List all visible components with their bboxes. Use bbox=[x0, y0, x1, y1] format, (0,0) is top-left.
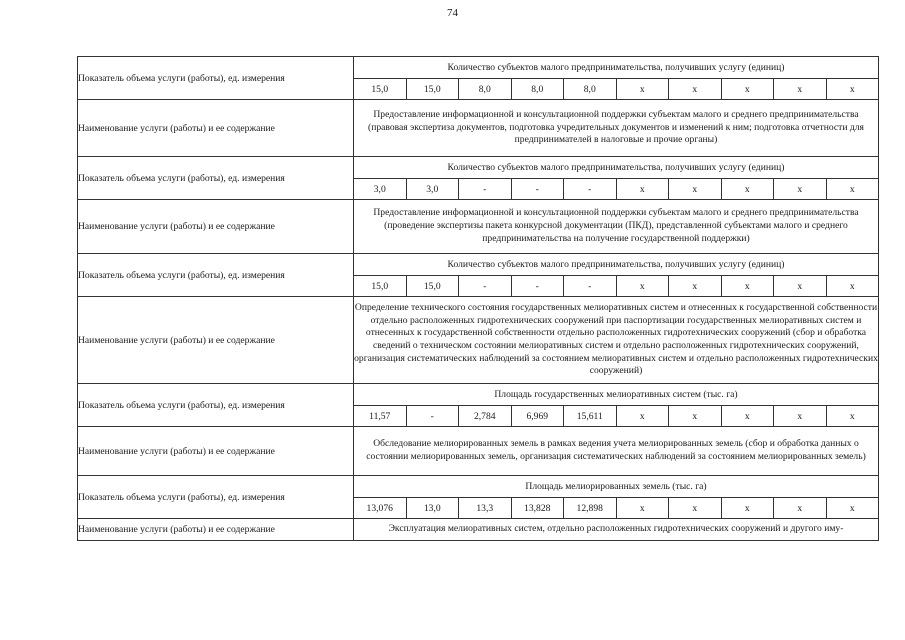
value-cell: 15,0 bbox=[354, 276, 407, 297]
value-cell: 13,076 bbox=[354, 498, 407, 519]
value-cell: х bbox=[774, 276, 827, 297]
value-cell: х bbox=[616, 276, 669, 297]
value-cell: х bbox=[616, 179, 669, 200]
service-description: Предоставление информационной и консультационной поддержки субъектам малого и среднего предпринимательства (правовая экспертиза документов, подготовка учредительных документов и изменений к ним; подготовка отчетности для предпринимателей в налоговые и прочие органы) bbox=[354, 100, 879, 157]
value-cell: х bbox=[721, 498, 774, 519]
value-cell: - bbox=[511, 276, 564, 297]
value-cell: х bbox=[616, 406, 669, 427]
indicator-title: Количество субъектов малого предпринимательства, получивших услугу (единиц) bbox=[354, 254, 879, 276]
value-cell: х bbox=[669, 79, 722, 100]
table-body bbox=[78, 57, 879, 541]
value-cell: 15,611 bbox=[564, 406, 617, 427]
value-cell: 3,0 bbox=[354, 179, 407, 200]
value-cell: 6,969 bbox=[511, 406, 564, 427]
value-cell: х bbox=[774, 179, 827, 200]
indicator-title-row bbox=[78, 57, 879, 79]
value-cell: 8,0 bbox=[459, 79, 512, 100]
service-label: Наименование услуги (работы) и ее содержание bbox=[78, 200, 354, 254]
value-cell: х bbox=[669, 406, 722, 427]
service-label: Наименование услуги (работы) и ее содержание bbox=[78, 519, 354, 541]
value-cell: - bbox=[459, 179, 512, 200]
indicator-label: Показатель объема услуги (работы), ед. измерения bbox=[78, 57, 354, 100]
value-cell: 15,0 bbox=[406, 276, 459, 297]
value-cell: х bbox=[774, 79, 827, 100]
service-description: Обследование мелиорированных земель в рамках ведения учета мелиорированных земель (сбор и обработка данных о состоянии мелиорированных земель, организация систематических наблюдений за состоянием мелиорированных земель) bbox=[354, 427, 879, 476]
service-row bbox=[78, 100, 879, 157]
value-cell: х bbox=[826, 406, 879, 427]
service-description: Предоставление информационной и консультационной поддержки субъектам малого и среднего предпринимательства (проведение экспертизы пакета конкурсной документации (ПКД), представленной субъектами малого и среднего предпринимательства на получение государственной поддержки) bbox=[354, 200, 879, 254]
value-cell: 15,0 bbox=[354, 79, 407, 100]
indicator-label: Показатель объема услуги (работы), ед. измерения bbox=[78, 254, 354, 297]
value-cell: 12,898 bbox=[564, 498, 617, 519]
indicator-label: Показатель объема услуги (работы), ед. измерения bbox=[78, 476, 354, 519]
service-description: Эксплуатация мелиоративных систем, отдельно расположенных гидротехнических сооружений и другого иму- bbox=[354, 519, 879, 541]
indicator-title: Количество субъектов малого предпринимательства, получивших услугу (единиц) bbox=[354, 157, 879, 179]
indicator-label: Показатель объема услуги (работы), ед. измерения bbox=[78, 157, 354, 200]
value-cell: х bbox=[669, 179, 722, 200]
value-cell: х bbox=[669, 498, 722, 519]
service-row bbox=[78, 297, 879, 384]
indicator-title-row bbox=[78, 384, 879, 406]
services-table bbox=[77, 56, 879, 541]
value-cell: - bbox=[406, 406, 459, 427]
value-cell: х bbox=[826, 179, 879, 200]
service-row bbox=[78, 200, 879, 254]
value-cell: - bbox=[564, 276, 617, 297]
indicator-title-row bbox=[78, 476, 879, 498]
value-cell: 2,784 bbox=[459, 406, 512, 427]
value-cell: х bbox=[721, 276, 774, 297]
service-label: Наименование услуги (работы) и ее содержание bbox=[78, 100, 354, 157]
value-cell: 13,828 bbox=[511, 498, 564, 519]
value-cell: х bbox=[826, 276, 879, 297]
indicator-title: Количество субъектов малого предпринимательства, получивших услугу (единиц) bbox=[354, 57, 879, 79]
value-cell: х bbox=[616, 498, 669, 519]
value-cell: 8,0 bbox=[511, 79, 564, 100]
page-number: 74 bbox=[447, 7, 458, 19]
value-cell: х bbox=[774, 498, 827, 519]
value-cell: 8,0 bbox=[564, 79, 617, 100]
value-cell: х bbox=[774, 406, 827, 427]
value-cell: х bbox=[616, 79, 669, 100]
service-description: Определение технического состояния государственных мелиоративных систем и отнесенных к государственной собственности отдельно расположенных гидротехнических сооружений при паспортизации государственных мелиоративных систем и отнесенных к государственной собственности отдельно расположенных гидротехнических сооружений (сбор и обработка сведений о техническом состоянии мелиоративных систем и отдельно расположенных гидротехнических сооружений, организация систематических наблюдений за состоянием мелиоративных систем и отдельно расположенных гидротехнических сооружений) bbox=[354, 297, 879, 384]
value-cell: х bbox=[721, 406, 774, 427]
service-label: Наименование услуги (работы) и ее содержание bbox=[78, 427, 354, 476]
service-label: Наименование услуги (работы) и ее содержание bbox=[78, 297, 354, 384]
service-row bbox=[78, 427, 879, 476]
value-cell: - bbox=[459, 276, 512, 297]
value-cell: - bbox=[511, 179, 564, 200]
value-cell: х bbox=[669, 276, 722, 297]
value-cell: 11,57 bbox=[354, 406, 407, 427]
indicator-title-row bbox=[78, 254, 879, 276]
indicator-title-row bbox=[78, 157, 879, 179]
value-cell: 3,0 bbox=[406, 179, 459, 200]
value-cell: 15,0 bbox=[406, 79, 459, 100]
indicator-title: Площадь мелиорированных земель (тыс. га) bbox=[354, 476, 879, 498]
value-cell: х bbox=[721, 179, 774, 200]
service-row bbox=[78, 519, 879, 541]
value-cell: х bbox=[826, 79, 879, 100]
value-cell: 13,3 bbox=[459, 498, 512, 519]
value-cell: - bbox=[564, 179, 617, 200]
indicator-label: Показатель объема услуги (работы), ед. измерения bbox=[78, 384, 354, 427]
value-cell: 13,0 bbox=[406, 498, 459, 519]
value-cell: х bbox=[826, 498, 879, 519]
value-cell: х bbox=[721, 79, 774, 100]
indicator-title: Площадь государственных мелиоративных систем (тыс. га) bbox=[354, 384, 879, 406]
